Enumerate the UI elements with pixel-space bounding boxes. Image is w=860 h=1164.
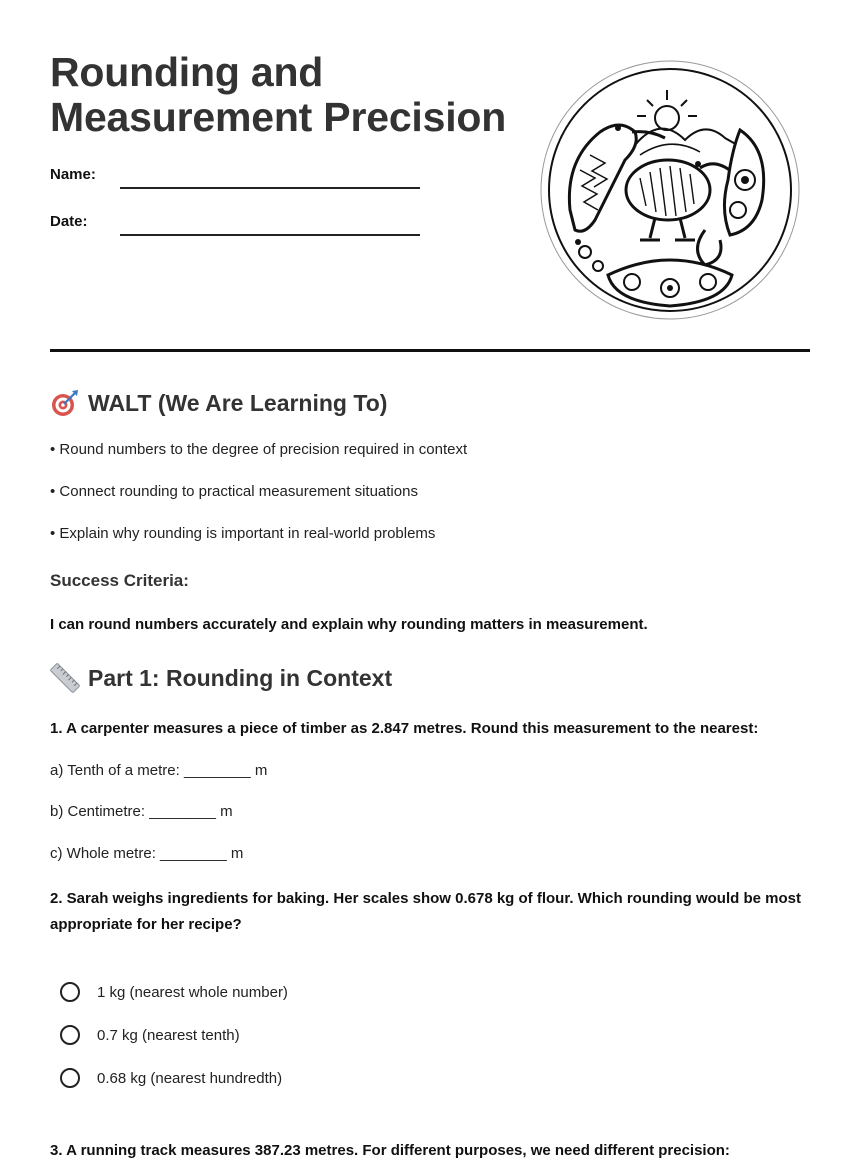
question-1c[interactable]: c) Whole metre: ________ m <box>50 845 244 862</box>
title-line-2: Measurement Precision <box>50 94 507 140</box>
walt-heading-text: WALT (We Are Learning To) <box>88 389 388 416</box>
part1-heading <box>50 663 392 693</box>
question-2-option[interactable] <box>60 1025 240 1045</box>
worksheet-page <box>50 0 810 1161</box>
option-label: 1 kg (nearest whole number) <box>97 983 288 1001</box>
radio-button[interactable] <box>60 1025 80 1045</box>
question-1b[interactable]: b) Centimetre: ________ m <box>50 803 233 820</box>
option-label: 0.68 kg (nearest hundredth) <box>97 1069 283 1087</box>
walt-heading <box>50 388 387 418</box>
ruler-icon <box>50 663 80 693</box>
kiwi-birds-emblem-icon <box>540 60 800 320</box>
date-field[interactable] <box>120 234 420 236</box>
question-2-option[interactable] <box>60 1068 282 1088</box>
header-divider <box>50 349 810 352</box>
date-label: Date: <box>50 213 88 230</box>
question-2: 2. Sarah weighs ingredients for baking. Her scales show 0.678 kg of flour. Which rounding would be most appropriate for her recipe? <box>50 890 801 933</box>
question-3: 3. A running track measures 387.23 metres. For different purposes, we need different precision: <box>50 1142 730 1159</box>
success-criteria-text: I can round numbers accurately and explain why rounding matters in measurement. <box>50 616 648 633</box>
question-1a[interactable]: a) Tenth of a metre: ________ m <box>50 762 268 779</box>
name-field[interactable] <box>120 187 420 189</box>
radio-button[interactable] <box>60 1068 80 1088</box>
walt-bullet: • Connect rounding to practical measurement situations <box>50 483 418 500</box>
title-line-1: Rounding and <box>50 49 324 95</box>
walt-bullet: • Round numbers to the degree of precision required in context <box>50 441 468 458</box>
name-label: Name: <box>50 166 96 183</box>
question-2-option[interactable] <box>60 982 288 1002</box>
question-1: 1. A carpenter measures a piece of timber as 2.847 metres. Round this measurement to the nearest: <box>50 720 759 737</box>
walt-bullet: • Explain why rounding is important in real-world problems <box>50 525 436 542</box>
radio-button[interactable] <box>60 982 80 1002</box>
worksheet-title <box>50 50 506 140</box>
success-criteria-heading: Success Criteria: <box>50 571 189 590</box>
option-label: 0.7 kg (nearest tenth) <box>97 1026 240 1044</box>
part1-heading-text: Part 1: Rounding in Context <box>88 664 393 691</box>
target-icon <box>50 388 80 418</box>
